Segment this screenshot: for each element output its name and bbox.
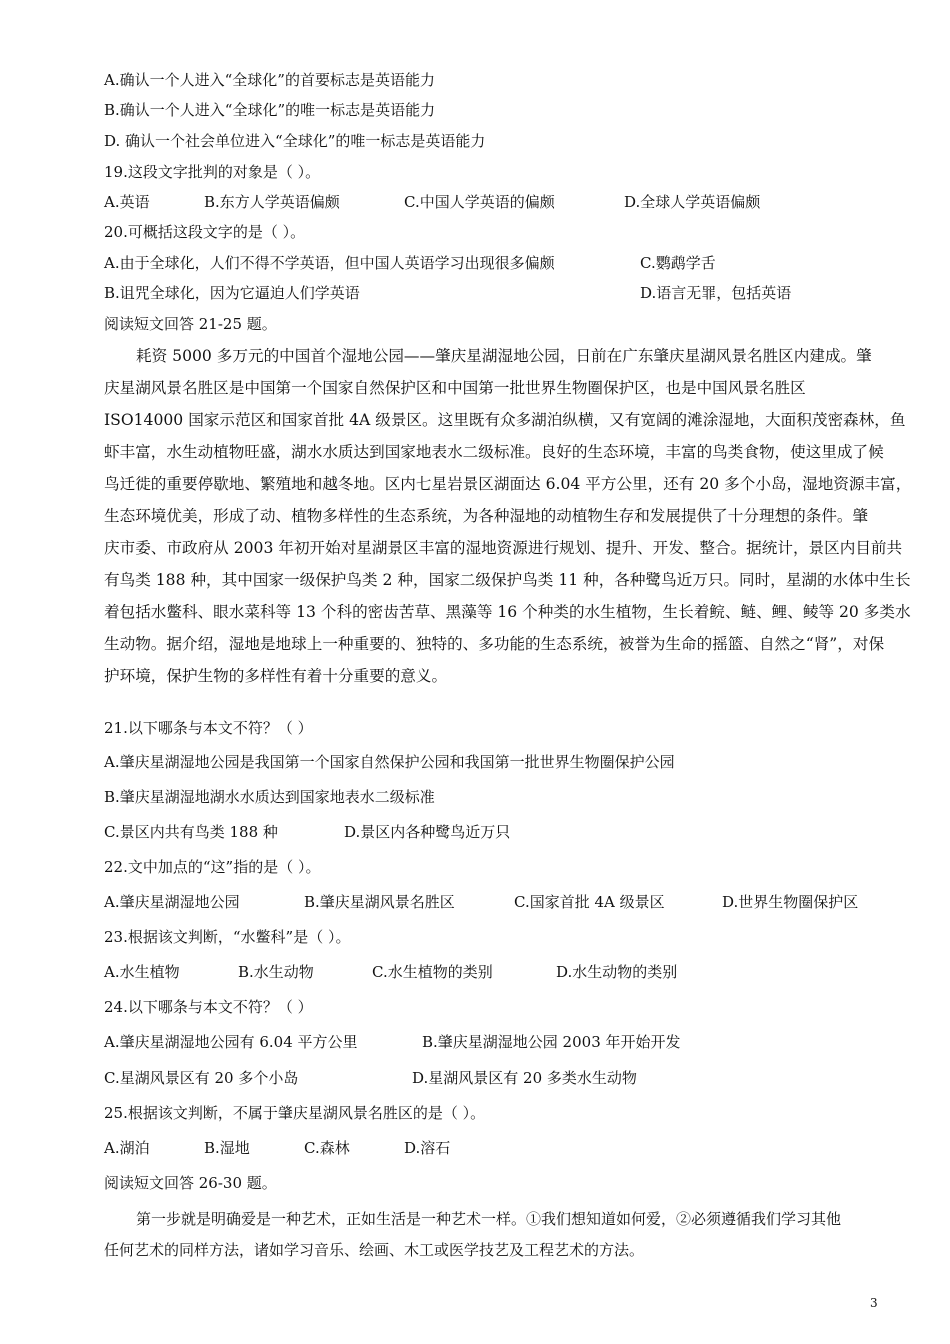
q21-option-b: B.肇庆星湖湿地湖水水质达到国家地表水二级标准 (104, 788, 435, 806)
passage-line: 鸟迁徙的重要停歇地、繁殖地和越冬地。区内七星岩景区湖面达 6.04 平方公里，还有 20 多个小岛，湿地资源丰富， (104, 475, 912, 493)
passage-line: 生动物。据介绍，湿地是地球上一种重要的、独特的、多功能的生态系统，被誉为生命的摇篮、自然之“肾”，对保 (104, 635, 885, 653)
q23-option-d: D.水生动物的类别 (556, 963, 678, 981)
passage-26-30 (104, 1204, 886, 1266)
q21-option-d: D.景区内各种鹭鸟近万只 (344, 823, 511, 841)
passage-line: 任何艺术的同样方法，诸如学习音乐、绘画、木工或医学技艺及工程艺术的方法。 (104, 1241, 645, 1259)
q22-stem: 22.文中加点的“这”指的是（ ）。 (104, 858, 321, 876)
q21-option-a: A.肇庆星湖湿地公园是我国第一个国家自然保护公园和我国第一批世界生物圈保护公园 (104, 753, 675, 771)
passage-line: 庆市委、市政府从 2003 年初开始对星湖景区丰富的湿地资源进行规划、提升、开发、整合。据统计，景区内目前共 (104, 539, 903, 557)
q21-option-c: C.景区内共有鸟类 188 种 (104, 823, 278, 841)
passage-21-25 (104, 340, 912, 692)
q18-option-d: D. 确认一个社会单位进入“全球化”的唯一标志是英语能力 (104, 132, 486, 150)
passage-line: 耗资 5000 多万元的中国首个湿地公园——肇庆星湖湿地公园，日前在广东肇庆星湖风景名胜区内建成。肇 (136, 347, 872, 365)
q25-option-c: C.森林 (304, 1139, 350, 1157)
section-heading-21-25: 阅读短文回答 21-25 题。 (104, 315, 277, 333)
q24-option-d: D.星湖风景区有 20 多类水生动物 (412, 1069, 637, 1087)
section-heading-26-30: 阅读短文回答 26-30 题。 (104, 1174, 277, 1192)
q24-stem: 24.以下哪条与本文不符？（ ） (104, 998, 313, 1016)
passage-line: 庆星湖风景名胜区是中国第一个国家自然保护区和中国第一批世界生物圈保护区，也是中国风景名胜区 (104, 379, 806, 397)
q19-stem: 19.这段文字批判的对象是（ ）。 (104, 163, 321, 181)
q25-option-b: B.湿地 (204, 1139, 250, 1157)
q20-option-d: D.语言无罪，包括英语 (640, 284, 792, 302)
q23-option-b: B.水生动物 (238, 963, 314, 981)
passage-line: 护环境，保护生物的多样性有着十分重要的意义。 (104, 667, 448, 685)
q25-option-d: D.溶石 (404, 1139, 451, 1157)
q24-option-c: C.星湖风景区有 20 多个小岛 (104, 1069, 299, 1087)
q23-stem: 23.根据该文判断，“水鳖科”是（ ）。 (104, 928, 351, 946)
q20-option-a: A.由于全球化，人们不得不学英语，但中国人英语学习出现很多偏颇 (104, 254, 555, 272)
q22-option-b: B.肇庆星湖风景名胜区 (304, 893, 455, 911)
q22-option-c: C.国家首批 4A 级景区 (514, 893, 665, 911)
passage-line: 有鸟类 188 种，其中国家一级保护鸟类 2 种，国家二级保护鸟类 11 种，各种鹭鸟近万只。同时，星湖的水体中生长 (104, 571, 911, 589)
q20-option-c: C.鹦鹉学舌 (640, 254, 716, 272)
q24-option-a: A.肇庆星湖湿地公园有 6.04 平方公里 (104, 1033, 358, 1051)
q18-option-a: A.确认一个人进入“全球化”的首要标志是英语能力 (104, 71, 435, 89)
q20-option-b: B.诅咒全球化，因为它逼迫人们学英语 (104, 284, 360, 302)
q18-option-b: B.确认一个人进入“全球化”的唯一标志是英语能力 (104, 101, 436, 119)
q19-option-d: D.全球人学英语偏颇 (624, 193, 761, 211)
q19-option-c: C.中国人学英语的偏颇 (404, 193, 555, 211)
passage-line: ISO14000 国家示范区和国家首批 4A 级景区。这里既有众多湖泊纵横，又有宽阔的滩涂湿地，大面积茂密森林，鱼 (104, 411, 906, 429)
passage-line: 生态环境优美，形成了动、植物多样性的生态系统，为各种湿地的动植物生存和发展提供了十分理想的条件。肇 (104, 507, 869, 525)
q22-option-d: D.世界生物圈保护区 (722, 893, 859, 911)
q23-option-a: A.水生植物 (104, 963, 180, 981)
q21-stem: 21.以下哪条与本文不符？（ ） (104, 719, 313, 737)
passage-line: 虾丰富，水生动植物旺盛，湖水水质达到国家地表水二级标准。良好的生态环境，丰富的鸟类食物，使这里成了候 (104, 443, 884, 461)
q23-option-c: C.水生植物的类别 (372, 963, 493, 981)
q25-option-a: A.湖泊 (104, 1139, 150, 1157)
q19-option-b: B.东方人学英语偏颇 (204, 193, 340, 211)
passage-line: 第一步就是明确爱是一种艺术，正如生活是一种艺术一样。①我们想知道如何爱，②必须遵循我们学习其他 (136, 1210, 842, 1228)
q22-option-a: A.肇庆星湖湿地公园 (104, 893, 240, 911)
page-number: 3 (870, 1296, 878, 1310)
q25-stem: 25.根据该文判断，不属于肇庆星湖风景名胜区的是（ ）。 (104, 1104, 486, 1122)
q20-stem: 20.可概括这段文字的是（ ）。 (104, 223, 306, 241)
passage-line: 着包括水鳖科、眼水菜科等 13 个科的密齿苦草、黑藻等 16 个种类的水生植物，生长着鲩、鲢、鲤、鲮等 20 多类水 (104, 603, 911, 621)
q19-option-a: A.英语 (104, 193, 150, 211)
q24-option-b: B.肇庆星湖湿地公园 2003 年开始开发 (422, 1033, 681, 1051)
